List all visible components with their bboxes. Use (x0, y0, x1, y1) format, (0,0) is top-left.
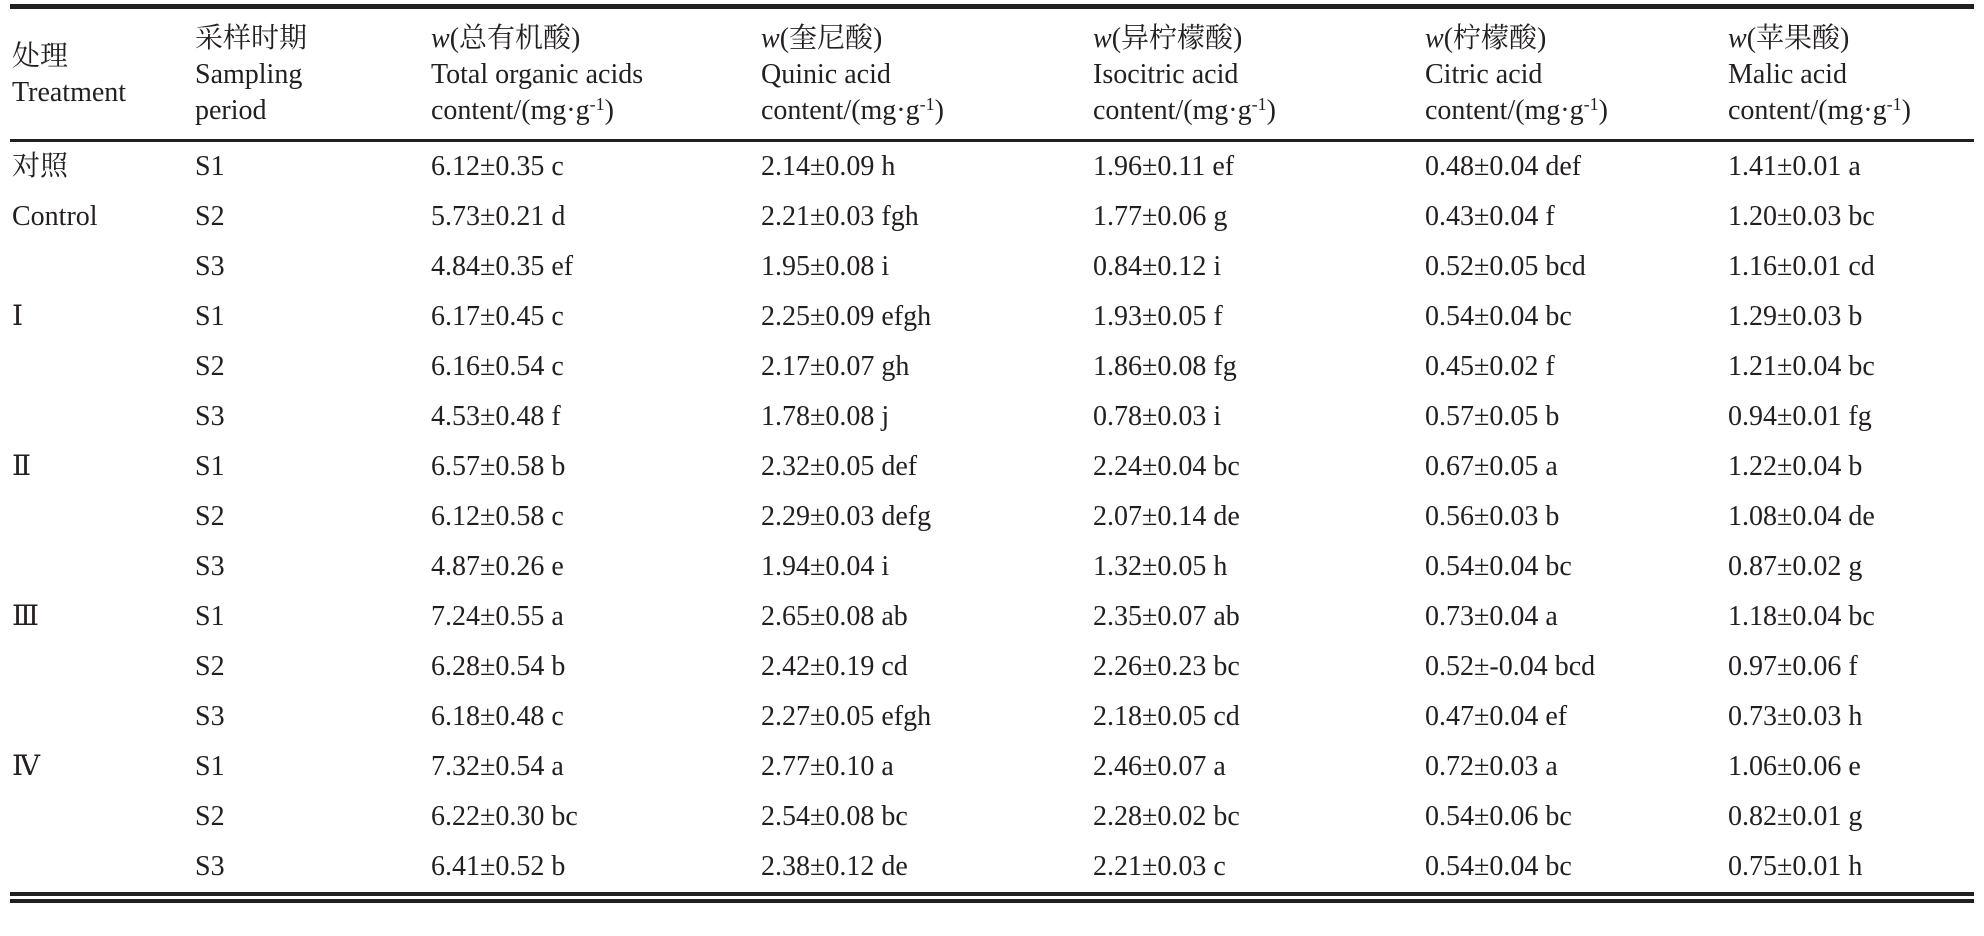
value-cell: 2.29±0.03 defg (761, 501, 932, 532)
period-cell: S3 (195, 851, 225, 882)
value-cell: 7.32±0.54 a (431, 751, 564, 782)
period-cell: S2 (195, 801, 225, 832)
value-cell: 0.54±0.04 bc (1425, 551, 1572, 582)
treatment-cell (10, 442, 193, 592)
header-row (10, 9, 1974, 141)
value-cell: 0.73±0.04 a (1425, 601, 1558, 632)
value-cell: 2.54±0.08 bc (761, 801, 908, 832)
value-cell: 1.41±0.01 a (1728, 151, 1861, 182)
value-cell: 1.06±0.06 e (1728, 751, 1861, 782)
period-cell: S2 (195, 501, 225, 532)
value-cell: 2.35±0.07 ab (1093, 601, 1240, 632)
value-cell: 1.20±0.03 bc (1728, 201, 1875, 232)
value-cell: 6.57±0.58 b (431, 451, 566, 482)
value-cell: 1.86±0.08 fg (1093, 351, 1237, 382)
value-cell: 0.56±0.03 b (1425, 501, 1560, 532)
value-cell: 0.47±0.04 ef (1425, 701, 1568, 732)
unit-prefix: content/(mg·g (1728, 95, 1887, 126)
value-cell: 2.27±0.05 efgh (761, 701, 932, 732)
table-row (10, 141, 1974, 193)
value-cell: 1.29±0.03 b (1728, 301, 1863, 332)
unit-prefix: content/(mg·g (431, 95, 590, 126)
header-malic-zh-line (1728, 21, 1974, 57)
unit-prefix: content/(mg·g (761, 95, 920, 126)
value-cell: 6.18±0.48 c (431, 701, 564, 732)
value-cell: 4.53±0.48 f (431, 401, 561, 432)
value-cell: 0.43±0.04 f (1425, 201, 1555, 232)
unit-suffix: ) (934, 95, 944, 126)
value-cell: 4.84±0.35 ef (431, 251, 574, 282)
header-total-zh-line (431, 21, 761, 57)
value-cell: 0.52±0.05 bcd (1425, 251, 1586, 282)
table-header (10, 9, 1974, 141)
value-cell: 6.12±0.58 c (431, 501, 564, 532)
header-quinic-zh: (奎尼酸) (779, 23, 883, 54)
period-cell: S1 (195, 301, 225, 332)
period-cell: S1 (195, 451, 225, 482)
unit-superscript: -1 (1886, 94, 1902, 114)
header-isocitric-acid (1093, 9, 1425, 141)
value-cell: 2.32±0.05 def (761, 451, 918, 482)
header-isocitric-en: Isocitric acid (1093, 59, 1239, 90)
value-cell: 0.72±0.03 a (1425, 751, 1558, 782)
period-cell: S1 (195, 151, 225, 182)
w-symbol: w (1728, 23, 1747, 54)
value-cell: 6.16±0.54 c (431, 351, 564, 382)
w-symbol: w (1093, 23, 1112, 54)
table-row (10, 242, 1974, 292)
header-citric-acid (1425, 9, 1728, 141)
value-cell: 0.73±0.03 h (1728, 701, 1863, 732)
value-cell: 1.08±0.04 de (1728, 501, 1875, 532)
value-cell: 0.54±0.04 bc (1425, 851, 1572, 882)
table-row (10, 492, 1974, 542)
value-cell: 0.54±0.06 bc (1425, 801, 1572, 832)
value-cell: 2.42±0.19 cd (761, 651, 908, 682)
treatment-label-zh: 对照 (12, 151, 69, 182)
table-row (10, 642, 1974, 692)
value-cell: 0.67±0.05 a (1425, 451, 1558, 482)
treatment-label-zh: Ⅳ (12, 751, 40, 782)
value-cell: 1.95±0.08 i (761, 251, 890, 282)
value-cell: 0.45±0.02 f (1425, 351, 1555, 382)
value-cell: 0.82±0.01 g (1728, 801, 1863, 832)
value-cell: 2.18±0.05 cd (1093, 701, 1240, 732)
table-row (10, 292, 1974, 342)
header-isocitric-unit (1093, 93, 1425, 129)
header-isocitric-zh-line (1093, 21, 1425, 57)
value-cell: 6.28±0.54 b (431, 651, 566, 682)
header-malic-unit (1728, 93, 1974, 129)
value-cell: 6.12±0.35 c (431, 151, 564, 182)
w-symbol: w (1425, 23, 1444, 54)
header-quinic-unit (761, 93, 1093, 129)
table-row (10, 542, 1974, 592)
table-body (10, 141, 1974, 893)
value-cell: 2.77±0.10 a (761, 751, 894, 782)
header-sampling-en2: period (195, 95, 267, 126)
table-row (10, 392, 1974, 442)
value-cell: 2.24±0.04 bc (1093, 451, 1240, 482)
header-treatment (10, 9, 193, 141)
value-cell: 0.78±0.03 i (1093, 401, 1222, 432)
table-row (10, 192, 1974, 242)
table-row (10, 792, 1974, 842)
header-citric-zh-line (1425, 21, 1728, 57)
treatment-label-zh: Ⅱ (12, 451, 32, 482)
table-row (10, 742, 1974, 792)
w-symbol: w (761, 23, 780, 54)
value-cell: 1.94±0.04 i (761, 551, 890, 582)
value-cell: 0.84±0.12 i (1093, 251, 1222, 282)
value-cell: 2.21±0.03 fgh (761, 201, 919, 232)
table-row (10, 692, 1974, 742)
header-sampling-zh: 采样时期 (195, 23, 308, 54)
table-row (10, 342, 1974, 392)
organic-acids-table-frame (10, 4, 1974, 903)
period-cell: S1 (195, 601, 225, 632)
value-cell: 0.75±0.01 h (1728, 851, 1863, 882)
table-row (10, 842, 1974, 892)
value-cell: 1.78±0.08 j (761, 401, 890, 432)
value-cell: 0.48±0.04 def (1425, 151, 1582, 182)
value-cell: 2.25±0.09 efgh (761, 301, 932, 332)
value-cell: 0.94±0.01 fg (1728, 401, 1872, 432)
value-cell: 0.57±0.05 b (1425, 401, 1560, 432)
unit-suffix: ) (1266, 95, 1276, 126)
treatment-label-zh: Ⅰ (12, 301, 24, 332)
value-cell: 1.22±0.04 b (1728, 451, 1863, 482)
period-cell: S3 (195, 551, 225, 582)
unit-superscript: -1 (589, 94, 605, 114)
value-cell: 1.18±0.04 bc (1728, 601, 1875, 632)
treatment-cell (10, 742, 193, 892)
value-cell: 2.14±0.09 h (761, 151, 896, 182)
header-treatment-zh: 处理 (12, 41, 69, 72)
header-isocitric-zh: (异柠檬酸) (1111, 23, 1243, 54)
value-cell: 0.87±0.02 g (1728, 551, 1863, 582)
header-total-unit (431, 93, 761, 129)
value-cell: 1.16±0.01 cd (1728, 251, 1875, 282)
unit-suffix: ) (1598, 95, 1608, 126)
header-treatment-en: Treatment (12, 77, 127, 108)
value-cell: 6.41±0.52 b (431, 851, 566, 882)
header-quinic-zh-line (761, 21, 1093, 57)
value-cell: 2.17±0.07 gh (761, 351, 910, 382)
value-cell: 2.26±0.23 bc (1093, 651, 1240, 682)
header-sampling-period (193, 9, 431, 141)
header-malic-zh: (苹果酸) (1746, 23, 1850, 54)
value-cell: 2.46±0.07 a (1093, 751, 1226, 782)
value-cell: 2.65±0.08 ab (761, 601, 908, 632)
header-citric-en: Citric acid (1425, 59, 1543, 90)
value-cell: 0.54±0.04 bc (1425, 301, 1572, 332)
period-cell: S2 (195, 201, 225, 232)
header-sampling-en1: Sampling (195, 59, 303, 90)
treatment-cell (10, 141, 193, 293)
value-cell: 7.24±0.55 a (431, 601, 564, 632)
header-citric-unit (1425, 93, 1728, 129)
value-cell: 4.87±0.26 e (431, 551, 564, 582)
unit-superscript: -1 (1251, 94, 1267, 114)
treatment-cell (10, 292, 193, 442)
period-cell: S1 (195, 751, 225, 782)
organic-acids-table (10, 9, 1974, 892)
period-cell: S3 (195, 401, 225, 432)
period-cell: S3 (195, 701, 225, 732)
value-cell: 1.77±0.06 g (1093, 201, 1228, 232)
value-cell: 2.38±0.12 de (761, 851, 908, 882)
value-cell: 5.73±0.21 d (431, 201, 566, 232)
header-malic-acid (1728, 9, 1974, 141)
header-total-organic-acids (431, 9, 761, 141)
value-cell: 6.17±0.45 c (431, 301, 564, 332)
unit-superscript: -1 (1583, 94, 1599, 114)
period-cell: S3 (195, 251, 225, 282)
period-cell: S2 (195, 351, 225, 382)
unit-suffix: ) (604, 95, 614, 126)
header-total-en: Total organic acids (431, 59, 644, 90)
value-cell: 0.52±-0.04 bcd (1425, 651, 1596, 682)
header-total-zh: (总有机酸) (449, 23, 581, 54)
unit-prefix: content/(mg·g (1425, 95, 1584, 126)
treatment-label-zh: Ⅲ (12, 601, 40, 632)
treatment-cell (10, 592, 193, 742)
value-cell: 2.07±0.14 de (1093, 501, 1240, 532)
w-symbol: w (431, 23, 450, 54)
value-cell: 1.96±0.11 ef (1093, 151, 1235, 182)
header-citric-zh: (柠檬酸) (1443, 23, 1547, 54)
value-cell: 6.22±0.30 bc (431, 801, 578, 832)
treatment-label-en: Control (12, 201, 98, 232)
header-malic-en: Malic acid (1728, 59, 1847, 90)
table-row (10, 442, 1974, 492)
unit-suffix: ) (1901, 95, 1911, 126)
header-quinic-acid (761, 9, 1093, 141)
header-quinic-en: Quinic acid (761, 59, 891, 90)
value-cell: 1.21±0.04 bc (1728, 351, 1875, 382)
unit-prefix: content/(mg·g (1093, 95, 1252, 126)
value-cell: 1.32±0.05 h (1093, 551, 1228, 582)
value-cell: 2.21±0.03 c (1093, 851, 1226, 882)
value-cell: 1.93±0.05 f (1093, 301, 1223, 332)
table-row (10, 592, 1974, 642)
value-cell: 0.97±0.06 f (1728, 651, 1858, 682)
value-cell: 2.28±0.02 bc (1093, 801, 1240, 832)
unit-superscript: -1 (919, 94, 935, 114)
period-cell: S2 (195, 651, 225, 682)
